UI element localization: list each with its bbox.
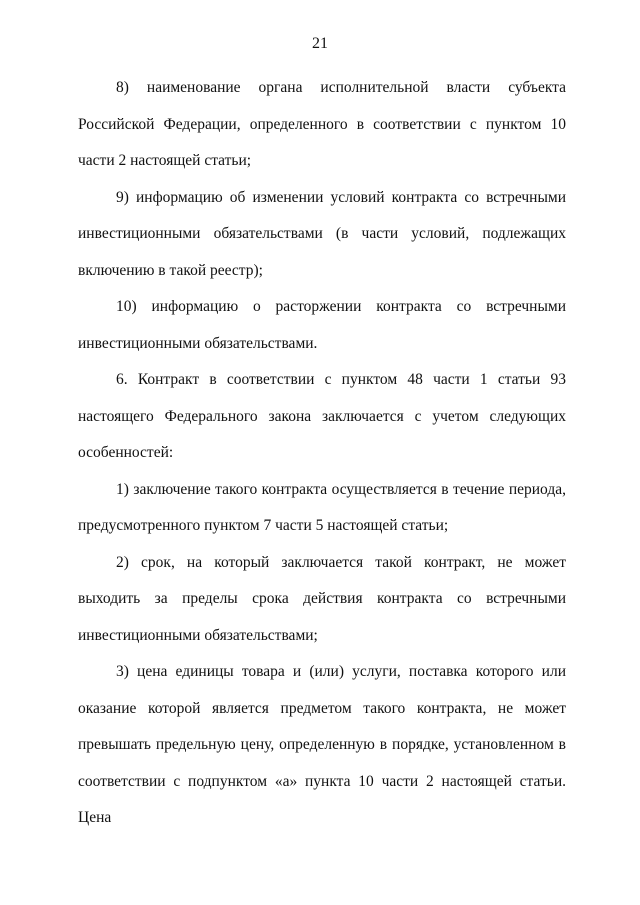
- paragraph-item-10: 10) информацию о расторжении контракта со встречными инвестиционными обязательствами.: [78, 298, 566, 352]
- paragraph-item-8: 8) наименование органа исполнительной власти субъекта Российской Федерации, определенного в соответствии с пунктом 10 части 2 настоящей статьи;: [78, 79, 566, 169]
- paragraph-section-6: 6. Контракт в соответствии с пунктом 48 части 1 статьи 93 настоящего Федерального закона заключается с учетом следующих особенностей:: [78, 371, 566, 461]
- paragraph-subitem-2: 2) срок, на который заключается такой контракт, не может выходить за пределы срока действия контракта со встречными инвестиционными обязательствами;: [78, 553, 566, 644]
- document-body: [78, 70, 566, 837]
- paragraph-subitem-1: 1) заключение такого контракта осуществляется в течение периода, предусмотренного пунктом 7 части 5 настоящей статьи;: [78, 480, 566, 534]
- paragraph-subitem-3: 3) цена единицы товара и (или) услуги, поставка которого или оказание которой является предметом такого контракта, не может превышать предельную цену, определенную в порядке, установленном в соответствии с подпунктом «а» пункта 10 части 2 настоящей статьи. Цена: [78, 663, 566, 826]
- paragraph-item-9: 9) информацию об изменении условий контракта со встречными инвестиционными обязательствами (в части условий, подлежащих включению в такой реестр);: [78, 188, 566, 279]
- page-number: 21: [312, 35, 328, 52]
